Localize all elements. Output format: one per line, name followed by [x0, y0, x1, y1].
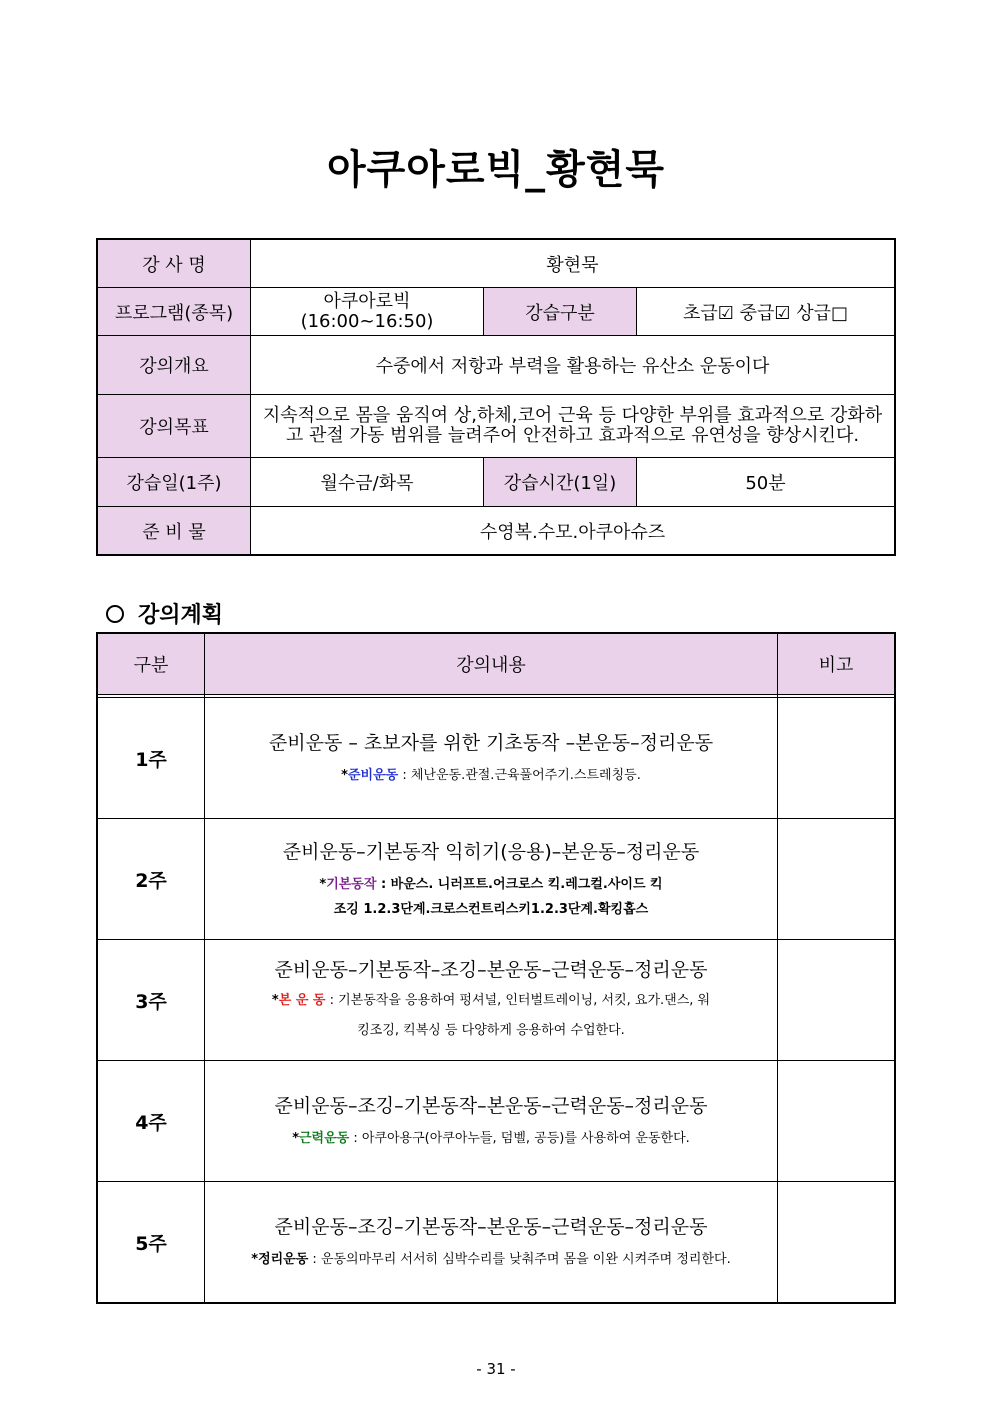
detail-text: : 운동의마무리 서서히 심박수리를 낮춰주며 몸을 이완 시켜주며 정리한다. [308, 1252, 731, 1267]
detail-keyword: 본 운 동 [278, 992, 326, 1008]
section-title: 강의계획 [138, 603, 224, 628]
week-content [205, 819, 778, 940]
instructor-value: 황현묵 [251, 239, 896, 288]
detail-keyword: 기본동작 [326, 876, 377, 892]
week-label: 3주 [97, 940, 205, 1061]
program-name: 아쿠아로빅 [323, 290, 411, 312]
overview-label: 강의개요 [97, 336, 251, 395]
week-detail [206, 763, 776, 788]
week-main-flow: 준비운동 – 초보자를 위한 기초동작 –본운동–정리운동 [268, 732, 714, 754]
table-row [97, 1061, 895, 1182]
page-title: 아쿠아로빅_황현묵 [326, 147, 666, 193]
detail-keyword: 근력운동 [299, 1131, 350, 1146]
week-note [778, 698, 896, 819]
detail-text: : 기본동작을 응용하여 펑셔널, 인터벌트레이닝, 서킷, 요가.댄스, 워 [325, 992, 711, 1008]
detail-keyword: 정리운동 [258, 1252, 309, 1267]
table-row [97, 1182, 895, 1304]
week-note [778, 819, 896, 940]
section-heading [106, 598, 223, 629]
detail-text: : 체난운동.관절.근육풀어주기.스트레칭등. [398, 768, 641, 783]
week-main-flow: 준비운동–기본동작–조깅–본운동–근력운동–정리운동 [274, 958, 708, 981]
header-week: 구분 [97, 633, 205, 695]
week-main-flow: 준비운동–기본동작 익히기(응용)–본운동–정리운동 [282, 840, 700, 863]
supplies-label: 준 비 물 [97, 507, 251, 556]
program-label: 프로그램(종목) [97, 288, 251, 336]
circle-bullet-icon [106, 605, 124, 623]
detail-prefix: * [251, 1252, 259, 1267]
time-label: 강습시간(1일) [484, 458, 637, 507]
week-detail [206, 872, 776, 922]
week-content [205, 698, 778, 819]
detail-prefix: * [341, 768, 348, 783]
week-content [205, 1061, 778, 1182]
days-value: 월수금/화목 [251, 458, 484, 507]
supplies-value: 수영복.수모.아쿠아슈즈 [251, 507, 896, 556]
week-content [205, 1182, 778, 1304]
program-value [251, 288, 484, 336]
week-detail [206, 986, 776, 1046]
detail-text: : 아쿠아용구(아쿠아누들, 덤벨, 공등)를 사용하여 운동한다. [349, 1131, 690, 1146]
detail-text-line2: 킹조깅, 킥복싱 등 다양하게 응용하여 수업한다. [357, 1022, 625, 1038]
table-row [97, 819, 895, 940]
goal-value: 지속적으로 몸을 움직여 상,하체,코어 근육 등 다양한 부위를 효과적으로 강화하고 관절 가동 범위를 늘려주어 안전하고 효과적으로 유연성을 향상시킨다. [251, 395, 896, 458]
lecture-plan-table [96, 632, 896, 1304]
detail-text-line2: 조깅 1.2.3단계.크로스컨트리스키1.2.3단계.확킹홉스 [333, 901, 649, 917]
week-label: 2주 [97, 819, 205, 940]
detail-keyword: 준비운동 [347, 768, 399, 783]
week-label: 4주 [97, 1061, 205, 1182]
course-info-table [96, 238, 896, 556]
week-note [778, 1061, 896, 1182]
week-note [778, 1182, 896, 1304]
level-label: 강습구분 [484, 288, 637, 336]
instructor-label: 강 사 명 [97, 239, 251, 288]
detail-prefix: * [271, 992, 279, 1008]
program-time: (16:00~16:50) [300, 310, 434, 332]
header-note: 비고 [778, 633, 896, 695]
header-content: 강의내용 [205, 633, 778, 695]
week-content [205, 940, 778, 1061]
days-label: 강습일(1주) [97, 458, 251, 507]
detail-text: : 바운스. 니러프트.어크로스 킥.레그컬.사이드 킥 [376, 876, 663, 892]
week-detail [206, 1126, 776, 1151]
table-row [97, 940, 895, 1061]
table-row [97, 698, 895, 819]
detail-prefix: * [292, 1131, 299, 1146]
week-label: 5주 [97, 1182, 205, 1304]
time-value: 50분 [637, 458, 896, 507]
week-detail [206, 1247, 776, 1272]
week-main-flow: 준비운동–조깅–기본동작–본운동–근력운동–정리운동 [274, 1216, 708, 1238]
detail-prefix: * [319, 876, 327, 892]
level-value: 초급☑ 중급☑ 상급□ [637, 288, 896, 336]
week-label: 1주 [97, 698, 205, 819]
page-number: - 31 - [476, 1360, 516, 1378]
goal-label: 강의목표 [97, 395, 251, 458]
week-main-flow: 준비운동–조깅–기본동작–본운동–근력운동–정리운동 [274, 1095, 708, 1117]
week-note [778, 940, 896, 1061]
overview-value: 수중에서 저항과 부력을 활용하는 유산소 운동이다 [251, 336, 896, 395]
